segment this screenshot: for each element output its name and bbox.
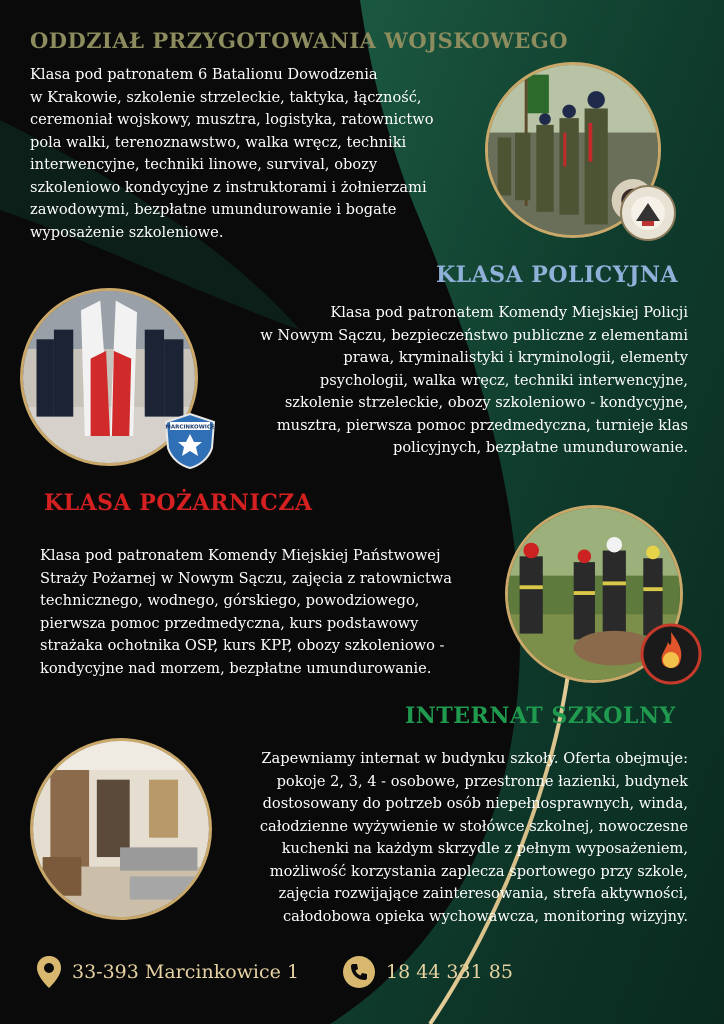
location-pin-icon [36, 955, 62, 989]
police-emblem [164, 412, 216, 470]
dorm-heading: INTERNAT SZKOLNY [405, 703, 676, 729]
police-description: Klasa pod patronatem Komendy Miejskiej Policji w Nowym Sączu, bezpieczeństwo publiczne z elementami prawa, kryminalistyki i kryminologii, elementy psychologii, walka wręcz, techniki interwencyjne, szkolenie strzeleckie, obozy szkoleniowo - kondycyjne, musztra, pierwsza pomoc przedmedyczna, turnieje klas policyjnych, bezpłatne umundurowanie. [260, 304, 688, 456]
phone-icon [342, 955, 376, 989]
dorm-description: Zapewniamy internat w budynku szkoły. Oferta obejmuje: pokoje 2, 3, 4 - osobowe, przestronne łazienki, budynek dostosowany do potrzeb osób niepełnosprawnych, winda, całodzienne wyżywienie w stołówce szkolnej, nowoczesne kuchenki na każdym skrzydle z pełnym wyposażeniem, możliwość korzystania zaplecza sportowego przy szkole, zajęcia rozwijające zainteresowania, strefa aktywności, całodobowa opieka wychowawcza, monitoring wizyjny. [259, 750, 688, 925]
police-heading: KLASA POLICYJNA [436, 262, 679, 288]
fire-emblem [640, 620, 702, 686]
military-heading: ODDZIAŁ PRZYGOTOWANIA WOJSKOWEGO [30, 28, 569, 53]
military-description: Klasa pod patronatem 6 Batalionu Dowodzenia w Krakowie, szkolenie strzeleckie, taktyka, łączność, ceremoniał wojskowy, musztra, logistyka, ratownictwo pola walki, terenoznawstwo, walka wręcz, techniki interwencyjne, techniki linowe, survival, obozy szkoleniowo kondycyjne z instruktorami i żołnierzami zawodowymi, bezpłatne umundurowanie i bogate wyposażenie szkoleniowe. [30, 66, 434, 241]
fire-heading: KLASA POŻARNICZA [44, 490, 313, 516]
svg-text:MARCINKOWICE: MARCINKOWICE [165, 424, 215, 431]
footer-phone [342, 955, 513, 989]
phone-text[interactable]: 18 44 331 85 [386, 961, 513, 983]
fire-description: Klasa pod patronatem Komendy Miejskiej Państwowej Straży Pożarnej w Nowym Sączu, zajęcia z ratownictwa technicznego, wodnego, górskiego, powodziowego, pierwsza pomoc przedmedyczna, kurs podstawowy strażaka ochotnika OSP, kurs KPP, obozy szkoleniowo - kondycyjne nad morzem, bezpłatne umundurowanie. [40, 547, 453, 677]
military-emblem [620, 185, 676, 241]
address-text: 33-393 Marcinkowice 1 [72, 961, 300, 983]
dorm-photo [30, 738, 212, 920]
footer-address [36, 955, 299, 989]
